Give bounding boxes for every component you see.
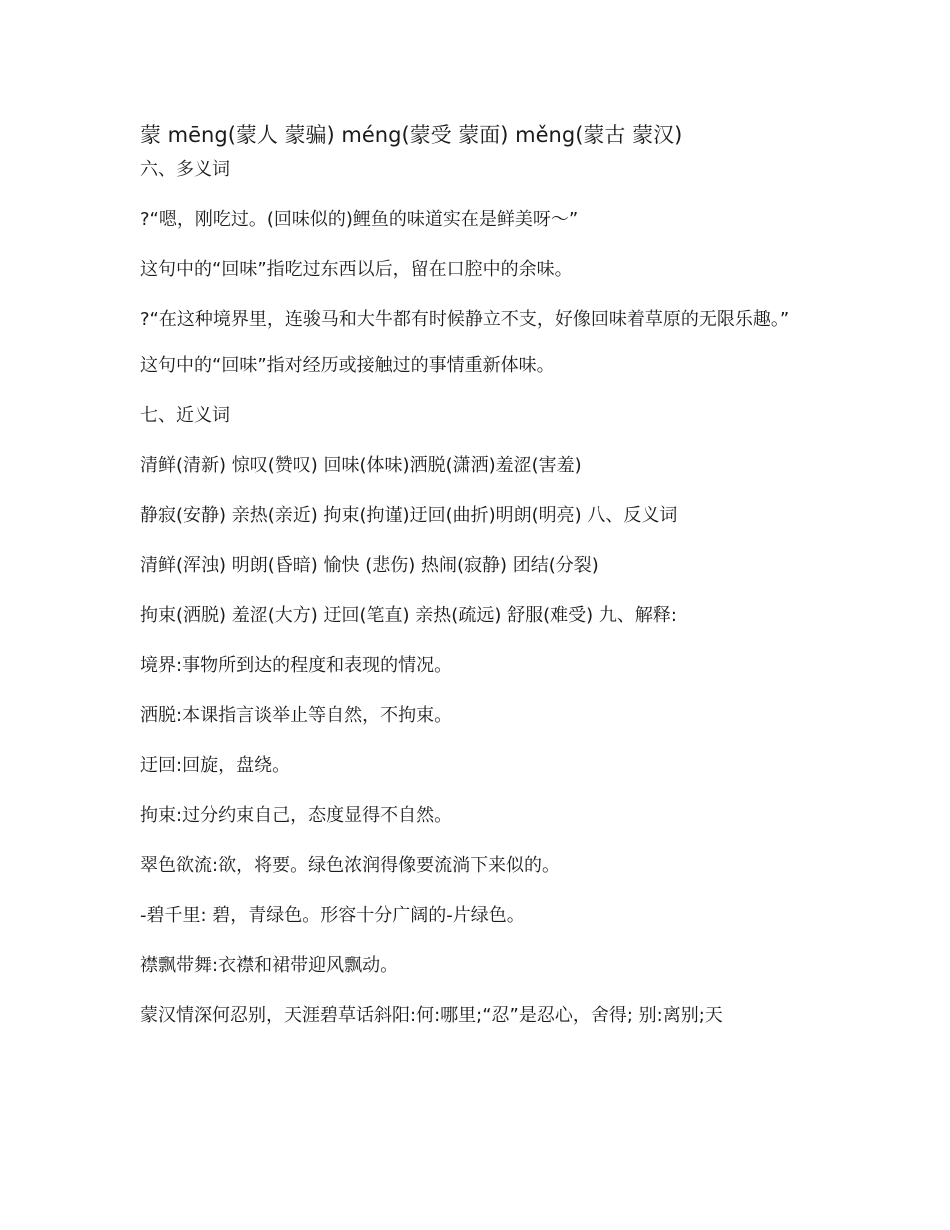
definition-satuo: 洒脱:本课指言谈举止等自然，不拘束。: [140, 705, 453, 726]
section-heading-polysemy: 六、多义词: [140, 159, 230, 180]
section-heading-synonyms: 七、近义词: [140, 405, 230, 426]
pronunciation-line: 蒙 mēng(蒙人 蒙骗) méng(蒙受 蒙面) měng(蒙古 蒙汉): [140, 123, 683, 147]
synonyms-row-2: 静寂(安静) 亲热(亲近) 拘束(拘谨)迂回(曲折)明朗(明亮) 八、反义词: [140, 505, 678, 526]
definition-cuiseyuliu: 翠色欲流:欲，将要。绿色浓润得像要流淌下来似的。: [140, 855, 561, 876]
definition-menghanqingshen: 蒙汉情深何忍别，天涯碧草话斜阳:何:哪里;“忍”是忍心，舍得; 别:离别;天: [140, 1005, 723, 1026]
definition-yuhui: 迂回:回旋，盘绕。: [140, 755, 291, 776]
document-body: [140, 118, 830, 1052]
definition-jushu: 拘束:过分约束自己，态度显得不自然。: [140, 805, 453, 826]
synonyms-row-1: 清鲜(清新) 惊叹(赞叹) 回味(体味)洒脱(潇洒)羞涩(害羞): [140, 455, 582, 476]
explanation-2: 这句中的“回味”指对经历或接触过的事情重新体味。: [140, 355, 555, 376]
definition-jingjie: 境界:事物所到达的程度和表现的情况。: [140, 655, 453, 676]
antonyms-row-1: 清鲜(浑浊) 明朗(昏暗) 愉快 (悲伤) 热闹(寂静) 团结(分裂): [140, 555, 599, 576]
definition-jinpiaodaiwu: 襟飘带舞:衣襟和裙带迎风飘动。: [140, 955, 399, 976]
example-sentence-1: ?“嗯，刚吃过。(回味似的)鲤鱼的味道实在是鲜美呀～”: [140, 209, 579, 230]
example-sentence-2: ?“在这种境界里，连骏马和大牛都有时候静立不支，好像回味着草原的无限乐趣。”: [140, 309, 790, 330]
explanation-1: 这句中的“回味”指吃过东西以后，留在口腔中的余味。: [140, 259, 573, 280]
antonyms-row-2: 拘束(洒脱) 羞涩(大方) 迂回(笔直) 亲热(疏远) 舒服(难受) 九、解释:: [140, 605, 677, 626]
definition-biqianli: -碧千里: 碧，青绿色。形容十分广阔的-片绿色。: [140, 905, 525, 926]
